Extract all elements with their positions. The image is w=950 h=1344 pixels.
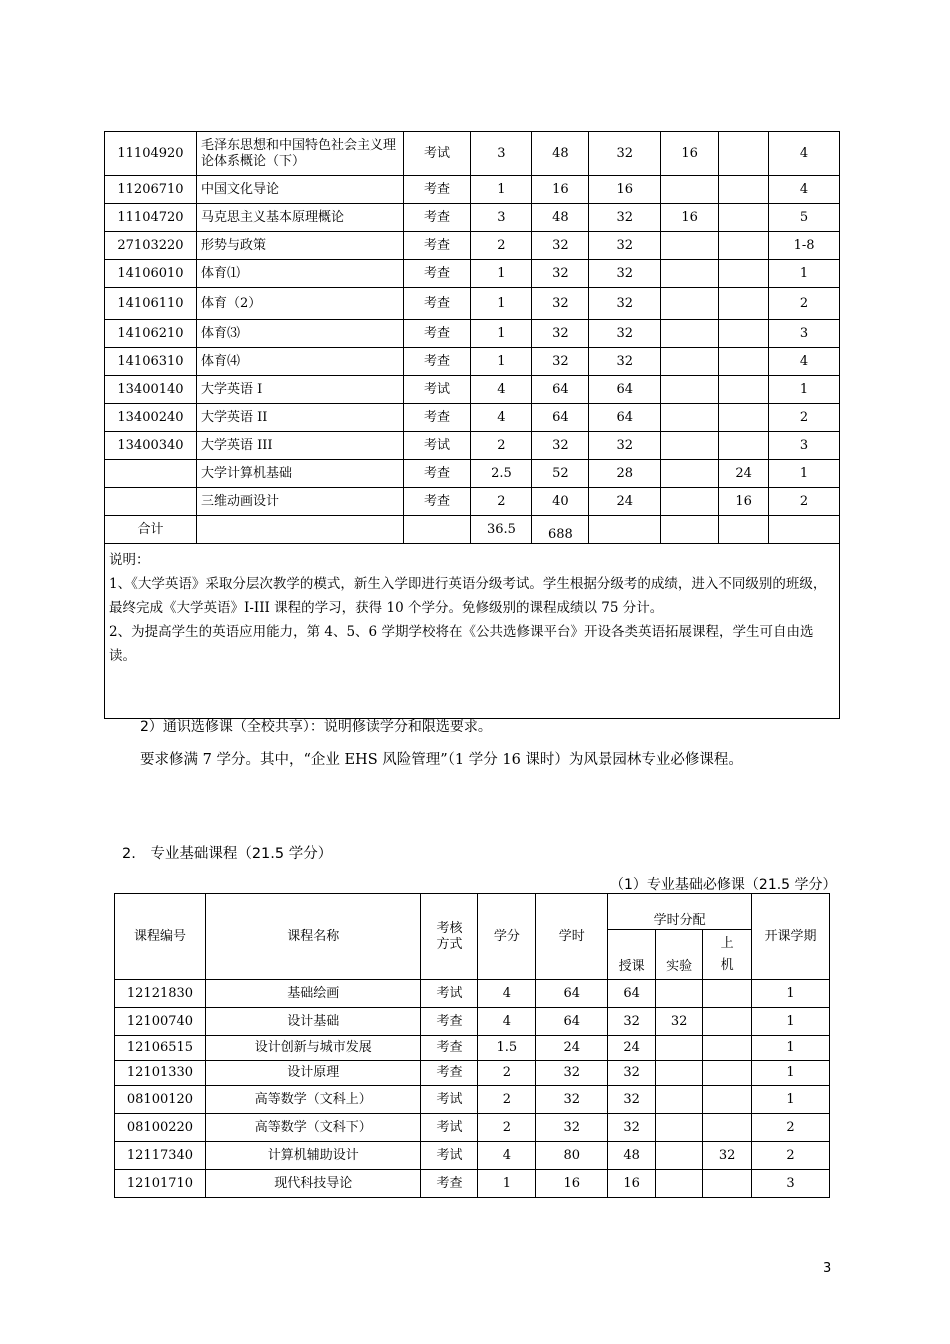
section-subheading: （1）专业基础必修课（21.5 学分） [610,877,837,893]
cell-computer [719,132,769,176]
page-number: 3 [823,1261,832,1276]
cell-lecture: 28 [589,460,661,488]
cell-code: 27103220 [105,232,197,260]
cell-name: 毛泽东思想和中国特色社会主义理论体系概论（下） [196,132,403,176]
cell-credit: 4 [478,980,536,1008]
cell-term: 3 [769,320,840,348]
cell-exam: 考查 [403,348,471,376]
cell-exam: 考试 [421,980,478,1008]
cell-credit: 2 [478,1114,536,1142]
header-term: 开课学期 [752,894,830,980]
notes-row [105,544,840,719]
table-row [105,320,840,348]
cell-term: 1 [769,460,840,488]
cell-lecture: 32 [589,320,661,348]
cell-credit: 4 [471,404,532,432]
cell-lecture: 16 [608,1170,656,1198]
cell-code: 14106210 [105,320,197,348]
cell-lab [661,176,719,204]
cell-code: 08100220 [115,1114,206,1142]
cell-name: 高等数学（文科上） [205,1086,421,1114]
cell-computer [703,1008,752,1036]
cell-hours: 32 [536,1114,608,1142]
cell-exam: 考查 [403,232,471,260]
cell-computer [703,1114,752,1142]
cell-term: 3 [769,432,840,460]
cell-term: 1-8 [769,232,840,260]
cell-lab [656,1142,703,1170]
table-row [105,488,840,516]
table-row [115,1086,830,1114]
cell-exam: 考查 [403,260,471,288]
cell-term: 2 [752,1142,830,1170]
cell-credit: 2.5 [471,460,532,488]
cell-computer [719,404,769,432]
cell-credit: 2 [478,1061,536,1086]
cell-exam: 考查 [403,460,471,488]
cell-code: 12100740 [115,1008,206,1036]
course-table-foundation-body [115,980,830,1198]
total-row [105,516,840,544]
cell-code: 12121830 [115,980,206,1008]
cell-computer [703,1036,752,1061]
cell-hours: 64 [532,376,589,404]
cell-term: 4 [769,132,840,176]
cell-name: 体育（2） [196,288,403,320]
cell-lecture: 32 [608,1008,656,1036]
cell-hours: 32 [532,348,589,376]
cell-lecture: 64 [589,376,661,404]
cell-lab [661,488,719,516]
table-row [105,204,840,232]
cell-lab [661,320,719,348]
cell-code: 12101710 [115,1170,206,1198]
cell-term: 1 [769,376,840,404]
header-hours: 学时 [536,894,608,980]
table-row [115,1142,830,1170]
cell-computer [719,320,769,348]
table-row [105,260,840,288]
cell-code: 14106310 [105,348,197,376]
course-table-general-body [105,132,840,516]
cell-exam: 考查 [421,1036,478,1061]
cell-term: 5 [769,204,840,232]
cell-term: 1 [769,260,840,288]
cell-hours: 32 [532,432,589,460]
cell-name: 三维动画设计 [196,488,403,516]
cell-name: 大学英语 II [196,404,403,432]
cell-name: 设计基础 [205,1008,421,1036]
cell-name: 中国文化导论 [196,176,403,204]
table-row [105,376,840,404]
cell-exam: 考查 [403,320,471,348]
table-row [105,176,840,204]
cell-computer [719,376,769,404]
cell-credit: 4 [478,1142,536,1170]
cell-computer: 32 [703,1142,752,1170]
cell-name: 现代科技导论 [205,1170,421,1198]
cell-lab: 32 [656,1008,703,1036]
table-row [105,288,840,320]
cell-lecture: 32 [589,260,661,288]
course-table-foundation [114,893,830,1198]
cell-hours: 24 [536,1036,608,1061]
cell-hours: 16 [532,176,589,204]
cell-computer [719,176,769,204]
cell-term: 2 [769,404,840,432]
notes-cell [105,544,840,719]
cell-term: 4 [769,348,840,376]
cell-computer [703,1170,752,1198]
cell-hours: 32 [532,320,589,348]
table-row [105,460,840,488]
cell-name: 大学英语 I [196,376,403,404]
cell-lab [661,376,719,404]
cell-hours: 32 [536,1086,608,1114]
cell-term: 2 [769,488,840,516]
cell-hours: 40 [532,488,589,516]
cell-credit: 4 [478,1008,536,1036]
cell-lab [661,232,719,260]
course-table-general [104,131,840,719]
section-heading: 2. 专业基础课程（21.5 学分） [122,846,333,862]
cell-code: 12117340 [115,1142,206,1170]
cell-exam: 考查 [421,1170,478,1198]
cell-name: 大学英语 III [196,432,403,460]
cell-exam: 考试 [403,432,471,460]
cell-lab [656,1061,703,1086]
header-distribution: 学时分配 [608,894,752,930]
cell-lecture: 64 [608,980,656,1008]
cell-lecture: 32 [589,132,661,176]
header-lab: 实验 [656,930,703,980]
cell-exam: 考查 [403,404,471,432]
cell-exam: 考试 [403,132,471,176]
cell-computer: 16 [719,488,769,516]
cell-term: 3 [752,1170,830,1198]
general-elective-text: 要求修满 7 学分。其中，“企业 EHS 风险管理”（1 学分 16 课时）为风景园林专业必修课程。 [140,752,743,768]
general-elective-heading: 2）通识选修课（全校共享）：说明修读学分和限选要求。 [140,719,492,735]
cell-code [105,460,197,488]
cell-credit: 2 [478,1086,536,1114]
cell-lab [656,1036,703,1061]
total-label: 合计 [105,516,197,544]
table-row [115,1061,830,1086]
cell-exam: 考查 [403,176,471,204]
cell-lecture: 32 [589,232,661,260]
cell-exam: 考查 [403,488,471,516]
cell-exam: 考试 [421,1114,478,1142]
cell-exam: 考查 [403,204,471,232]
table-row [105,432,840,460]
cell-exam: 考试 [403,376,471,404]
cell-term: 1 [752,980,830,1008]
cell-term: 1 [752,1008,830,1036]
cell-name: 形势与政策 [196,232,403,260]
cell-term: 1 [752,1061,830,1086]
table-row [105,132,840,176]
cell-code: 12101330 [115,1061,206,1086]
cell-term: 2 [769,288,840,320]
cell-hours: 32 [536,1061,608,1086]
cell-name: 体育⑶ [196,320,403,348]
cell-credit: 3 [471,204,532,232]
cell-hours: 64 [532,404,589,432]
cell-credit: 1 [471,348,532,376]
cell-exam: 考查 [421,1061,478,1086]
cell-credit: 1.5 [478,1036,536,1061]
cell-hours: 48 [532,132,589,176]
cell-hours: 80 [536,1142,608,1170]
cell-hours: 64 [536,980,608,1008]
cell-code: 11104920 [105,132,197,176]
cell-lab [656,980,703,1008]
table-row [105,232,840,260]
cell-hours: 32 [532,288,589,320]
cell-hours: 32 [532,232,589,260]
cell-code [105,488,197,516]
cell-hours: 48 [532,204,589,232]
cell-term: 1 [752,1086,830,1114]
total-hours: 688 [532,516,589,544]
cell-lecture: 32 [608,1086,656,1114]
cell-computer [703,980,752,1008]
cell-hours: 32 [532,260,589,288]
table-header-row [115,894,830,930]
cell-name: 计算机辅助设计 [205,1142,421,1170]
cell-credit: 3 [471,132,532,176]
total-credit: 36.5 [471,516,532,544]
notes-paragraph-2: 2、为提高学生的英语应用能力，第 4、5、6 学期学校将在《公共选修课平台》开设各类英语拓展课程，学生可自由选读。 [109,624,814,664]
cell-credit: 1 [471,260,532,288]
header-computer: 上机 [703,930,752,980]
cell-term: 2 [752,1114,830,1142]
cell-code: 08100120 [115,1086,206,1114]
cell-hours: 52 [532,460,589,488]
cell-code: 13400140 [105,376,197,404]
cell-name: 设计创新与城市发展 [205,1036,421,1061]
cell-name: 大学计算机基础 [196,460,403,488]
cell-exam: 考查 [403,288,471,320]
table-row [115,1036,830,1061]
cell-credit: 2 [471,432,532,460]
cell-name: 基础绘画 [205,980,421,1008]
cell-code: 11104720 [105,204,197,232]
cell-lecture: 24 [608,1036,656,1061]
table-row [115,1008,830,1036]
cell-lab [656,1086,703,1114]
table-row [105,404,840,432]
cell-computer [719,348,769,376]
cell-exam: 考查 [421,1008,478,1036]
notes-title: 说明： [109,552,150,568]
cell-computer [719,232,769,260]
table-row [115,1170,830,1198]
cell-lab: 16 [661,132,719,176]
cell-term: 4 [769,176,840,204]
cell-lecture: 64 [589,404,661,432]
header-name: 课程名称 [205,894,421,980]
cell-lecture: 32 [589,204,661,232]
cell-code: 13400340 [105,432,197,460]
cell-name: 马克思主义基本原理概论 [196,204,403,232]
cell-name: 体育⑴ [196,260,403,288]
cell-hours: 16 [536,1170,608,1198]
cell-credit: 1 [471,320,532,348]
cell-computer [703,1061,752,1086]
table-row [115,980,830,1008]
header-lecture: 授课 [608,930,656,980]
cell-lecture: 48 [608,1142,656,1170]
cell-computer [719,260,769,288]
cell-lab [661,460,719,488]
cell-credit: 1 [478,1170,536,1198]
cell-computer [703,1086,752,1114]
cell-exam: 考试 [421,1086,478,1114]
cell-credit: 2 [471,488,532,516]
cell-credit: 1 [471,288,532,320]
cell-computer [719,288,769,320]
cell-lecture: 32 [608,1061,656,1086]
cell-computer: 24 [719,460,769,488]
cell-lab: 16 [661,204,719,232]
cell-code: 13400240 [105,404,197,432]
cell-code: 11206710 [105,176,197,204]
cell-computer [719,432,769,460]
cell-credit: 4 [471,376,532,404]
header-code: 课程编号 [115,894,206,980]
cell-code: 12106515 [115,1036,206,1061]
cell-term: 1 [752,1036,830,1061]
cell-lab [661,288,719,320]
cell-code: 14106010 [105,260,197,288]
cell-lecture: 32 [589,348,661,376]
cell-lecture: 32 [589,288,661,320]
cell-name: 设计原理 [205,1061,421,1086]
cell-lab [661,348,719,376]
cell-exam: 考试 [421,1142,478,1170]
cell-name: 高等数学（文科下） [205,1114,421,1142]
cell-name: 体育⑷ [196,348,403,376]
cell-lecture: 16 [589,176,661,204]
cell-lab [661,404,719,432]
cell-lecture: 32 [608,1114,656,1142]
cell-credit: 2 [471,232,532,260]
cell-code: 14106110 [105,288,197,320]
table-row [105,348,840,376]
header-exam: 考核方式 [421,894,478,980]
cell-lab [656,1114,703,1142]
cell-lab [661,432,719,460]
cell-lecture: 24 [589,488,661,516]
cell-lecture: 32 [589,432,661,460]
cell-credit: 1 [471,176,532,204]
cell-hours: 64 [536,1008,608,1036]
cell-lab [656,1170,703,1198]
cell-computer [719,204,769,232]
table-row [115,1114,830,1142]
notes-paragraph-1: 1、《大学英语》采取分层次教学的模式，新生入学即进行英语分级考试。学生根据分级考的成绩，进入不同级别的班级，最终完成《大学英语》I-III 课程的学习，获得 10 个学分。免修级别的课程成绩以 75 分计。 [109,576,827,616]
cell-lab [661,260,719,288]
header-credit: 学分 [478,894,536,980]
